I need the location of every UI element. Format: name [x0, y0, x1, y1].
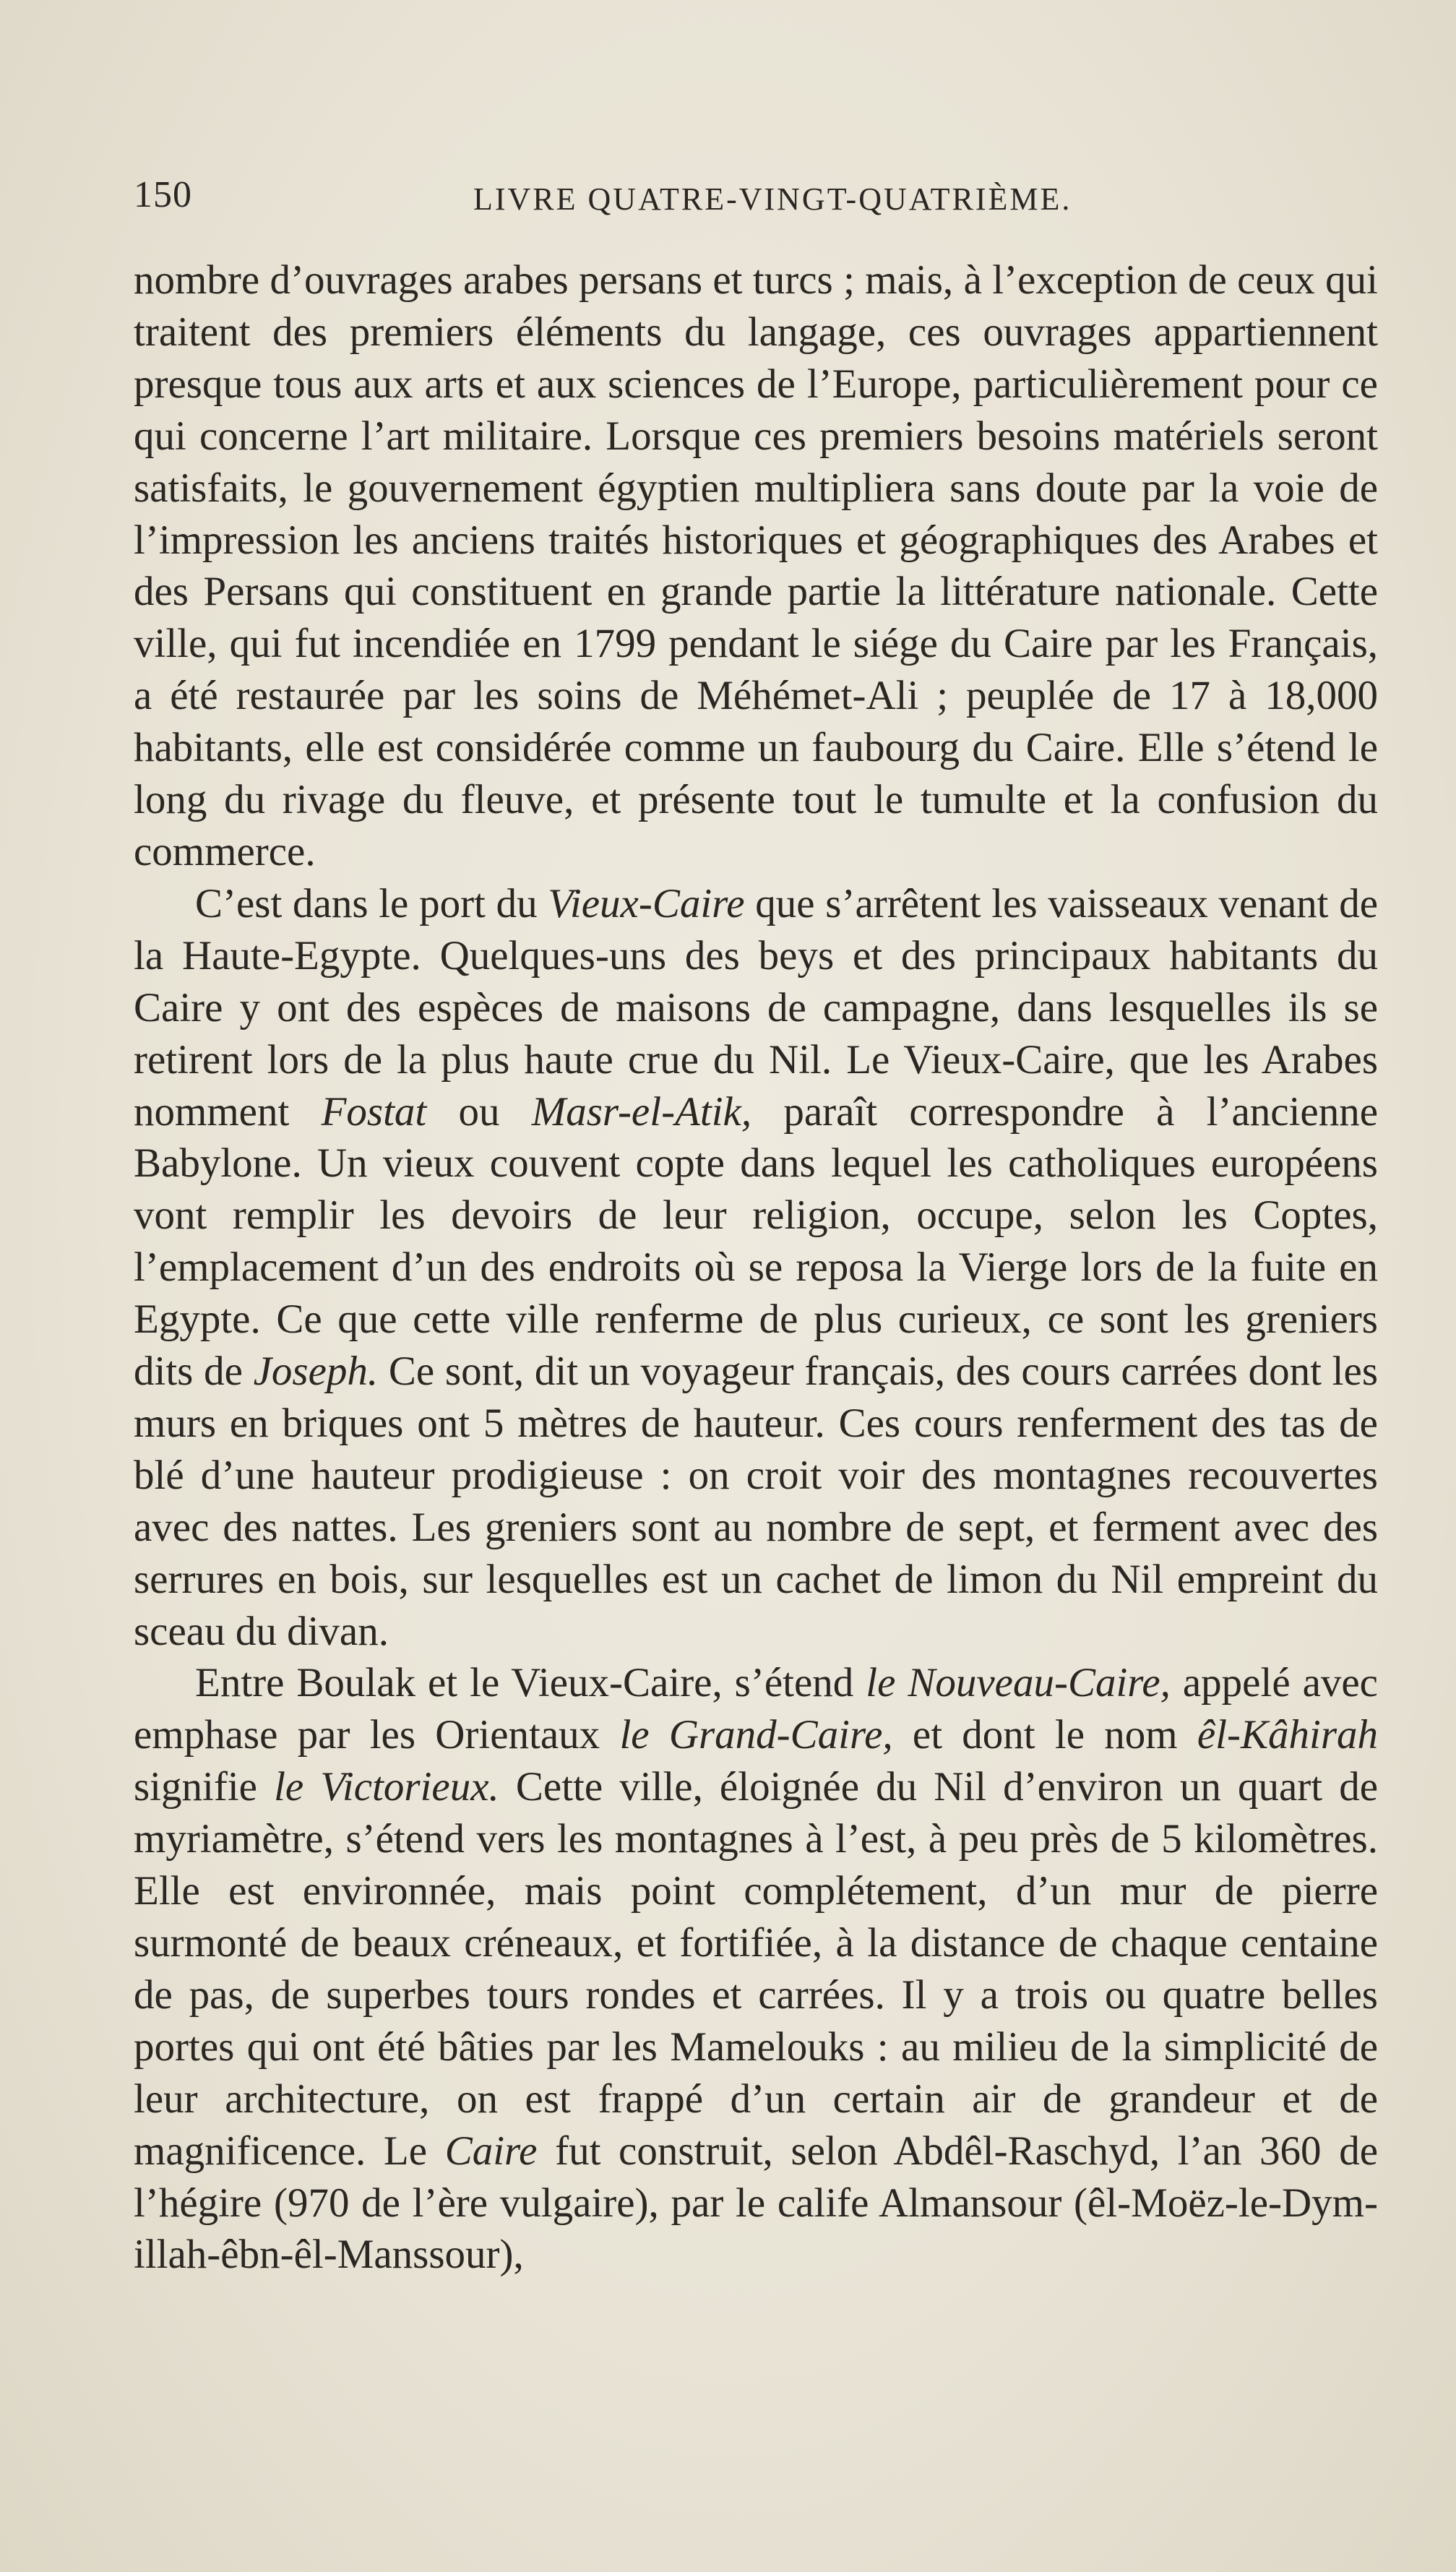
- text-run: et dont le nom: [892, 1712, 1197, 1758]
- italic-term: Joseph.: [253, 1349, 379, 1395]
- text-run: signifie: [134, 1764, 275, 1810]
- italic-term: Fostat: [321, 1088, 427, 1135]
- text-run: nombre d’ouvrages arabes persans et turcs ; mais, à l’exception de ceux qui traitent des premiers éléments du langage, ces ouvrages appartiennent presque tous aux arts et aux sciences de l’Europe, particulièrement pour ce qui concerne l’art militaire. Lorsque ces premiers besoins matériels seront satisfaits, le gouvernement égyptien multipliera sans doute par la voie de l’impression les anciens traités historiques et géographiques des Arabes et des Persans qui constituent en grande partie la littérature nationale. Cette ville, qui fut incendiée en 1799 pendant le siége du Caire par les Français, a été restaurée par les soins de Méhémet-Ali ; peuplée de 17 à 18,000 habitants, elle est considérée comme un faubourg du Caire. Elle s’étend le long du rivage du fleuve, et présente tout le tumulte et la confusion du commerce.: [134, 257, 1378, 874]
- running-head: LIVRE QUATRE-VINGT-QUATRIÈME.: [473, 181, 1072, 217]
- paragraph-vieux-caire: [134, 878, 1378, 1658]
- text-run: Ce sont, dit un voyageur français, des cours carrées dont les murs en briques ont 5 mètres de hauteur. Ces cours renferment des tas de blé d’une hauteur prodigieuse : on croit voir des montagnes recouvertes avec des nattes. Les greniers sont au nombre de sept, et ferment avec des serrures en bois, sur lesquelles est un cachet de limon du Nil empreint du sceau du divan.: [134, 1349, 1378, 1654]
- paragraph-continuation: [134, 254, 1378, 878]
- text-run: ou: [426, 1088, 532, 1135]
- paragraph-nouveau-caire: [134, 1657, 1378, 2281]
- italic-term: Caire: [444, 2128, 538, 2174]
- italic-term: le Victorieux.: [274, 1764, 499, 1810]
- italic-term: Masr-el-Atik,: [531, 1088, 752, 1135]
- page-number: 150: [134, 174, 192, 215]
- page-header: [134, 166, 1391, 224]
- text-run: fut construit, selon Abdêl-Raschyd, l’an 360 de l’hégire (970 de l’ère vulgaire), par le calife Almansour (êl-Moëz-le-Dym-illah-êbn-êl-Manssour),: [134, 2128, 1378, 2278]
- text-run: Cette ville, éloignée du Nil d’environ un quart de myriamètre, s’étend vers les montagnes à l’est, à peu près de 5 kilomètres. Elle est environnée, mais point complétement, d’un mur de pierre surmonté de beaux créneaux, et fortifiée, à la distance de chaque centaine de pas, de superbes tours rondes et carrées. Il y a trois ou quatre belles portes qui ont été bâties par les Mamelouks : au milieu de la simplicité de leur architecture, on est frappé d’un certain air de grandeur et de magnificence. Le: [134, 1764, 1378, 2174]
- text-run: appelé avec emphase par les Orientaux: [134, 1660, 1378, 1758]
- text-run: que s’arrêtent les vaisseaux venant de la Haute-Egypte. Quelques-uns des beys et des principaux habitants du Caire y ont des espèces de maisons de campagne, dans lesquelles ils se retirent lors de la plus haute crue du Nil. Le Vieux-Caire, que les Arabes nomment: [134, 880, 1378, 1135]
- italic-term: Vieux-Caire: [548, 880, 745, 926]
- text-run: Entre Boulak et le Vieux-Caire, s’étend: [195, 1660, 866, 1706]
- italic-term: le Nouveau-Caire,: [866, 1660, 1171, 1706]
- italic-term: êl-Kâhirah: [1197, 1712, 1378, 1758]
- text-run: C’est dans le port du: [195, 880, 548, 926]
- body-text: [134, 254, 1378, 2281]
- italic-term: le Grand-Caire,: [619, 1712, 893, 1758]
- text-run: paraît correspondre à l’ancienne Babylone. Un vieux couvent copte dans lequel les catholiques européens vont remplir les devoirs de leur religion, occupe, selon les Coptes, l’emplacement d’un des endroits où se reposa la Vierge lors de la fuite en Egypte. Ce que cette ville renferme de plus curieux, ce sont les greniers dits de: [134, 1088, 1379, 1395]
